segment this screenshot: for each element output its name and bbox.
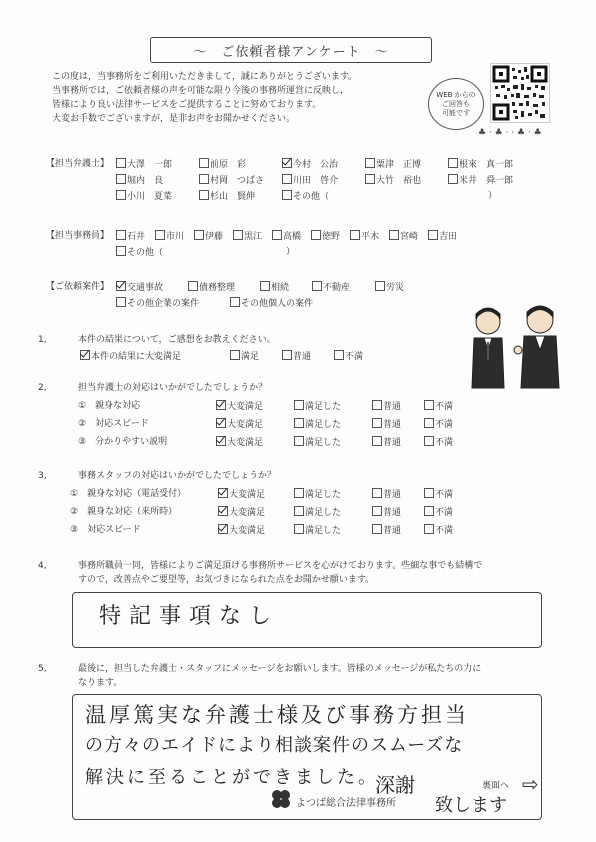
checkbox-icon[interactable]: [365, 158, 375, 168]
q5-answer-line: 解決に至ることができました。: [85, 767, 379, 788]
q2-item-label: ① 親身な対応: [78, 401, 141, 411]
q2-option[interactable]: 普通: [372, 418, 401, 431]
checkbox-lawyer[interactable]: 川田 啓介: [282, 174, 338, 187]
checkbox-icon[interactable]: [294, 524, 304, 534]
q3-option[interactable]: 不満: [424, 524, 453, 537]
web-answer-bubble: WEB からの ご回答も 可能です: [428, 78, 484, 130]
checkbox-icon[interactable]: [199, 174, 209, 184]
q2-option[interactable]: 大変満足: [216, 400, 263, 413]
checkbox-icon[interactable]: [350, 230, 360, 240]
q2-option[interactable]: 満足した: [294, 436, 341, 449]
checkbox-icon[interactable]: [372, 400, 382, 410]
clover-decoration-icon: ♣ · ♣ · · ♣ · ♣: [478, 128, 542, 138]
checkbox-icon[interactable]: [428, 230, 438, 240]
checkbox-checked-icon[interactable]: [216, 400, 226, 410]
q1-option[interactable]: 不満: [334, 350, 363, 363]
q2-option[interactable]: 満足した: [294, 400, 341, 413]
q1-option[interactable]: 本件の結果に大変満足: [80, 350, 181, 363]
q2-item-label: ② 対応スピード: [78, 419, 149, 429]
q2-option[interactable]: 普通: [372, 436, 401, 449]
arrow-right-icon[interactable]: ⇨: [522, 772, 539, 796]
checkbox-icon[interactable]: [372, 506, 382, 516]
q3-item-label: ① 親身な対応（電話受付）: [70, 489, 187, 499]
checkbox-icon[interactable]: [448, 174, 458, 184]
q2-option[interactable]: 大変満足: [216, 418, 263, 431]
checkbox-icon[interactable]: [116, 246, 126, 256]
q4-number: 4,: [38, 561, 47, 571]
qr-code-icon[interactable]: [490, 63, 550, 123]
q2-number: 2,: [38, 383, 47, 393]
checkbox-icon[interactable]: [448, 158, 458, 168]
q4-text-line: すので，改善点やご要望等，お気づきになられた点をお聞かせ願います。: [78, 575, 375, 585]
q5-answer-line: 温厚篤実な弁護士様及び事務方担当: [85, 703, 469, 727]
checkbox-checked-icon[interactable]: [216, 436, 226, 446]
checkbox-icon[interactable]: [199, 190, 209, 200]
checkbox-staff[interactable]: 石井: [116, 230, 145, 243]
checkbox-icon[interactable]: [194, 230, 204, 240]
checkbox-icon[interactable]: [116, 158, 126, 168]
q5-thanks-line: 深謝: [375, 773, 415, 797]
checkbox-lawyer[interactable]: 村岡 つばさ: [199, 174, 264, 187]
q3-option[interactable]: 満足した: [294, 488, 341, 501]
checkbox-case[interactable]: 不動産: [312, 281, 350, 294]
checkbox-case[interactable]: 相続: [260, 281, 289, 294]
checkbox-icon[interactable]: [372, 524, 382, 534]
checkbox-icon[interactable]: [372, 488, 382, 498]
checkbox-checked-icon[interactable]: [218, 488, 228, 498]
firm-name: よつば総合法律事務所: [296, 798, 396, 809]
lawyer-illustration: [462, 300, 580, 396]
q5-thanks-line: 致します: [435, 795, 507, 816]
checkbox-icon[interactable]: [312, 281, 322, 291]
checkbox-lawyer[interactable]: 粟津 正博: [365, 158, 421, 171]
intro-line: 当事務所では，ご依頼者様の声を可能な限り今後の事務所運営に反映し，: [52, 86, 350, 96]
q4-answer-box[interactable]: [72, 592, 542, 648]
checkbox-staff[interactable]: 市川: [155, 230, 184, 243]
checkbox-icon[interactable]: [282, 350, 292, 360]
checkbox-checked-icon[interactable]: [216, 418, 226, 428]
back-page-label[interactable]: 裏面へ: [482, 781, 510, 791]
checkbox-staff[interactable]: 徳野: [311, 230, 340, 243]
q2-text: 担当弁護士の対応はいかがでしたでしょうか？: [78, 383, 268, 393]
checkbox-staff[interactable]: 黒江: [233, 230, 262, 243]
checkbox-icon[interactable]: [282, 190, 292, 200]
checkbox-case[interactable]: その他企業の案件: [116, 297, 199, 310]
checkbox-staff-other[interactable]: その他（: [116, 246, 163, 259]
checkbox-icon[interactable]: [199, 158, 209, 168]
checkbox-staff[interactable]: 吉田: [428, 230, 457, 243]
checkbox-lawyer[interactable]: 前原 彩: [199, 158, 246, 171]
checkbox-case[interactable]: その他個人の案件: [230, 297, 313, 310]
q2-option[interactable]: 満足した: [294, 418, 341, 431]
checkbox-lawyer[interactable]: 大澤 一郎: [116, 158, 172, 171]
checkbox-icon[interactable]: [282, 174, 292, 184]
checkbox-icon[interactable]: [424, 488, 434, 498]
checkbox-icon[interactable]: [294, 506, 304, 516]
checkbox-icon[interactable]: [424, 524, 434, 534]
checkbox-icon[interactable]: [294, 400, 304, 410]
checkbox-checked-icon[interactable]: [218, 524, 228, 534]
checkbox-lawyer[interactable]: 杉山 賢伸: [199, 190, 255, 203]
q5-text-line: なります。: [78, 678, 123, 688]
title-text: ～ ご依頼者様アンケート ～: [193, 44, 389, 60]
checkbox-staff[interactable]: 宮崎: [389, 230, 418, 243]
checkbox-icon[interactable]: [424, 400, 434, 410]
checkbox-icon[interactable]: [424, 418, 434, 428]
q3-option[interactable]: 大変満足: [218, 506, 265, 519]
cases-label: 【ご依頼案件】: [46, 282, 110, 292]
q2-option[interactable]: 大変満足: [216, 436, 263, 449]
q1-number: 1,: [38, 335, 47, 345]
q2-option[interactable]: 不満: [424, 436, 453, 449]
lawyers-figure-icon: [462, 300, 580, 392]
checkbox-icon[interactable]: [372, 436, 382, 446]
q5-answer-line: の方々のエイドにより相談案件のスムーズな: [85, 735, 464, 756]
checkbox-icon[interactable]: [372, 418, 382, 428]
checkbox-icon[interactable]: [272, 230, 282, 240]
checkbox-icon[interactable]: [294, 436, 304, 446]
checkbox-checked-icon[interactable]: [282, 158, 292, 168]
q3-option[interactable]: 普通: [372, 524, 401, 537]
staff-label: 【担当事務員】: [46, 231, 110, 241]
checkbox-icon[interactable]: [424, 506, 434, 516]
q4-text-line: 事務所職員一同，皆様によりご満足頂ける事務所サービスを心がけております。些細な事でも結構で: [78, 561, 483, 571]
checkbox-icon[interactable]: [365, 174, 375, 184]
checkbox-lawyer[interactable]: 堀内 良: [116, 174, 163, 187]
intro-line: 皆様により良い法律サービスをご提供することに努めております。: [52, 100, 322, 110]
q3-option[interactable]: 不満: [424, 506, 453, 519]
checkbox-checked-icon[interactable]: [116, 281, 126, 291]
checkbox-icon[interactable]: [233, 230, 243, 240]
q1-option[interactable]: 満足: [230, 350, 259, 363]
q3-option[interactable]: 満足した: [294, 524, 341, 537]
q4-answer-text: 特記事項なし: [99, 604, 280, 629]
checkbox-staff[interactable]: 高橋: [272, 230, 301, 243]
checkbox-lawyer[interactable]: 大竹 裕也: [365, 174, 421, 187]
checkbox-icon[interactable]: [424, 436, 434, 446]
checkbox-staff[interactable]: 伊藤: [194, 230, 223, 243]
checkbox-icon[interactable]: [116, 174, 126, 184]
q3-text: 事務スタッフの対応はいかがでしたでしょうか？: [78, 471, 277, 481]
checkbox-icon[interactable]: [155, 230, 165, 240]
q3-option[interactable]: 普通: [372, 488, 401, 501]
q5-number: 5,: [38, 664, 47, 674]
q1-text: 本件の結果について，ご感想をお教えください。: [78, 335, 276, 345]
intro-line: 大変お手数でございますが，是非お声をお聞かせください。: [52, 114, 296, 124]
q3-number: 3,: [38, 471, 47, 481]
checkbox-case[interactable]: 交通事故: [116, 281, 163, 294]
checkbox-icon[interactable]: [116, 297, 126, 307]
q3-item-label: ③ 対応スピード: [70, 525, 141, 535]
q2-option[interactable]: 普通: [372, 400, 401, 413]
q3-option[interactable]: 大変満足: [218, 524, 265, 537]
q2-item-label: ③ 分かりやすい説明: [78, 437, 168, 447]
q3-option[interactable]: 満足した: [294, 506, 341, 519]
q2-option[interactable]: 不満: [424, 418, 453, 431]
checkbox-lawyer[interactable]: 米井 舜一郎: [448, 174, 513, 187]
intro-line: この度は，当事務所をご利用いただきまして，誠にありがとうございます。: [52, 72, 358, 82]
page-title: [150, 37, 432, 63]
checkbox-lawyer[interactable]: 根來 真一郎: [448, 158, 513, 171]
checkbox-lawyer[interactable]: 今村 公治: [282, 158, 338, 171]
q2-option[interactable]: 不満: [424, 400, 453, 413]
checkbox-case[interactable]: 労災: [375, 281, 404, 294]
checkbox-lawyer[interactable]: 小川 夏菜: [116, 190, 172, 203]
q5-text-line: 最後に，担当した弁護士・スタッフにメッセージをお願いします。皆様のメッセージが私たちの力に: [78, 664, 482, 674]
checkbox-checked-icon[interactable]: [80, 350, 90, 360]
checkbox-icon[interactable]: [334, 350, 344, 360]
checkbox-icon[interactable]: [294, 418, 304, 428]
q1-option[interactable]: 普通: [282, 350, 311, 363]
checkbox-icon[interactable]: [260, 281, 270, 291]
q3-option[interactable]: 大変満足: [218, 488, 265, 501]
checkbox-case[interactable]: 債務整理: [188, 281, 235, 294]
q3-option[interactable]: 普通: [372, 506, 401, 519]
other-close-paren: ）: [488, 191, 498, 201]
checkbox-icon[interactable]: [375, 281, 385, 291]
checkbox-lawyer-other[interactable]: その他（: [282, 190, 329, 203]
checkbox-icon[interactable]: [188, 281, 198, 291]
checkbox-checked-icon[interactable]: [218, 506, 228, 516]
checkbox-icon[interactable]: [389, 230, 399, 240]
q3-option[interactable]: 不満: [424, 488, 453, 501]
q3-item-label: ② 親身な対応（来所時）: [70, 507, 178, 517]
checkbox-icon[interactable]: [230, 350, 240, 360]
checkbox-icon[interactable]: [116, 190, 126, 200]
checkbox-icon[interactable]: [116, 230, 126, 240]
lawyers-label: 【担当弁護士】: [46, 159, 110, 169]
checkbox-icon[interactable]: [230, 297, 240, 307]
checkbox-icon[interactable]: [294, 488, 304, 498]
checkbox-icon[interactable]: [311, 230, 321, 240]
checkbox-staff[interactable]: 平木: [350, 230, 379, 243]
clover-logo-icon: [268, 786, 294, 816]
other-close-paren: ）: [286, 247, 296, 257]
